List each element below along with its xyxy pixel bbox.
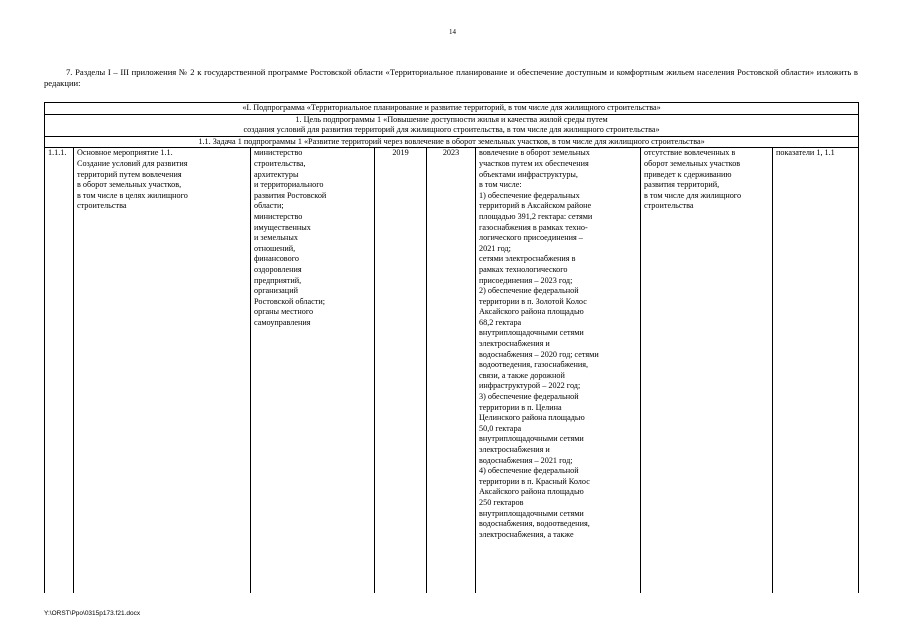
cell-line: архитектуры <box>254 169 299 179</box>
cell-line: инфраструктурой – 2022 год; <box>479 381 581 391</box>
goal-line: 1. Цель подпрограммы 1 «Повышение доступности жилья и качества жилой среды путем <box>295 114 608 124</box>
consequences-cell <box>641 148 773 593</box>
cell-line: водоотведения, газоснабжения, <box>479 360 589 370</box>
cell-line: министерство <box>254 148 303 158</box>
cell-line: 4) обеспечение федеральной <box>479 466 579 476</box>
cell-line: Аксайского района площадью <box>479 307 584 317</box>
cell-line: территории в п. Красный Колос <box>479 476 590 486</box>
cell-line: в том числе: <box>479 180 522 190</box>
cell-line: развития территорий, <box>644 180 720 190</box>
cell-line: имущественных <box>254 222 311 232</box>
cell-line: строительства, <box>254 158 306 168</box>
cell-line: в том числе для жилищного <box>644 190 742 200</box>
intro-paragraph: 7. Разделы I – III приложения № 2 к государственной программе Ростовской области «Территориальное планирование и обеспечение доступным и комфортным жильем населения Ростовской области» изложить в редакции: <box>44 67 858 88</box>
cell-line: присоединения – 2023 год; <box>479 275 573 285</box>
cell-line: водоснабжения – 2021 год; <box>479 455 573 465</box>
cell-line: оборот земельных участков <box>644 158 741 168</box>
cell-line: Аксайского района площадью <box>479 487 584 497</box>
cell-line: электроснабжения и <box>479 339 550 349</box>
cell-line: области; <box>254 201 284 211</box>
cell-line: электроснабжения, а также <box>479 529 574 539</box>
goal-line: создания условий для развития территорий для жилищного строительства, в том числе для жилищного строительства» <box>243 125 660 135</box>
cell-line: 3) обеспечение федеральной <box>479 392 579 402</box>
cell-line: водоснабжения, водоотведения, <box>479 519 590 529</box>
cell-line: развития Ростовской <box>254 190 327 200</box>
executor-cell <box>251 148 375 593</box>
cell-line: органы местного <box>254 307 314 317</box>
cell-line: 2021 год; <box>479 243 511 253</box>
result-cell <box>476 148 641 593</box>
cell-line: газоснабжения в рамках техно- <box>479 222 588 232</box>
cell-line: 68,2 гектара <box>479 317 522 327</box>
cell-line: предприятий, <box>254 275 302 285</box>
cell-line: внутриплощадочными сетями <box>479 434 584 444</box>
cell-line: строительства <box>644 201 694 211</box>
program-table <box>44 102 859 593</box>
cell-line: связи, а также дорожной <box>479 370 565 380</box>
cell-line: самоуправления <box>254 317 311 327</box>
cell-line: территорий в Аксайском районе <box>479 201 592 211</box>
cell-line: внутриплощадочными сетями <box>479 328 584 338</box>
cell-line: территории в п. Золотой Колос <box>479 296 587 306</box>
cell-line: 250 гектаров <box>479 497 524 507</box>
task-row <box>45 136 859 148</box>
cell-line: строительства <box>77 201 127 211</box>
cell-line: территорий путем вовлечения <box>77 169 182 179</box>
cell-line: Создание условий для развития <box>77 158 188 168</box>
cell-line: 1) обеспечение федеральных <box>479 190 580 200</box>
cell-line: внутриплощадочными сетями <box>479 508 584 518</box>
cell-line: отношений, <box>254 243 296 253</box>
file-path-footer: Y:\ORST\Ppo\0315p173.f21.docx <box>44 610 141 617</box>
cell-line: министерство <box>254 211 303 221</box>
cell-line: и территориального <box>254 180 324 190</box>
start-year: 2019 <box>375 148 427 593</box>
cell-line: электроснабжения и <box>479 445 550 454</box>
cell-line: и земельных <box>254 233 298 243</box>
subprogram-title: «I. Подпрограмма «Территориальное планирование и развитие территорий, в том числе для жилищного строительства» <box>45 103 859 115</box>
cell-line: территории в п. Целина <box>479 402 562 412</box>
goal-title <box>45 114 859 136</box>
table-row <box>45 148 859 593</box>
cell-line: площадью 391,2 гектара: сетями <box>479 211 593 221</box>
cell-line: 50,0 гектара <box>479 423 522 433</box>
cell-line: в оборот земельных участков, <box>77 180 182 190</box>
cell-line: вовлечение в оборот земельных <box>479 148 590 158</box>
cell-line: рамках технологического <box>479 264 568 274</box>
indicators-cell: показатели 1, 1.1 <box>773 148 859 593</box>
cell-line: в том числе в целях жилищного <box>77 190 188 200</box>
cell-line: участков путем их обеспечения <box>479 158 589 168</box>
end-year: 2023 <box>427 148 476 593</box>
cell-line: финансового <box>254 254 299 264</box>
subprogram-row <box>45 103 859 115</box>
cell-line: объектами инфраструктуры, <box>479 169 578 179</box>
cell-line: логического присоединения – <box>479 233 583 243</box>
page-number: 14 <box>449 28 456 36</box>
cell-line: отсутствие вовлеченных в <box>644 148 736 158</box>
cell-line: Целинского района площадью <box>479 413 585 423</box>
row-number: 1.1.1. <box>45 148 74 593</box>
cell-line: сетями электроснабжения в <box>479 254 576 264</box>
cell-line: Ростовской области; <box>254 296 326 306</box>
cell-line: организаций <box>254 286 298 296</box>
cell-line: оздоровления <box>254 264 302 274</box>
task-title: 1.1. Задача 1 подпрограммы 1 «Развитие территорий через вовлечение в оборот земельных участков, в том числе для жилищного строительства» <box>45 136 859 148</box>
measure-cell <box>74 148 251 593</box>
cell-line: Основное мероприятие 1.1. <box>77 148 173 158</box>
goal-row <box>45 114 859 136</box>
cell-line: приведет к сдерживанию <box>644 169 732 179</box>
cell-line: 2) обеспечение федеральной <box>479 286 579 296</box>
cell-line: водоснабжения – 2020 год; сетями <box>479 349 599 359</box>
